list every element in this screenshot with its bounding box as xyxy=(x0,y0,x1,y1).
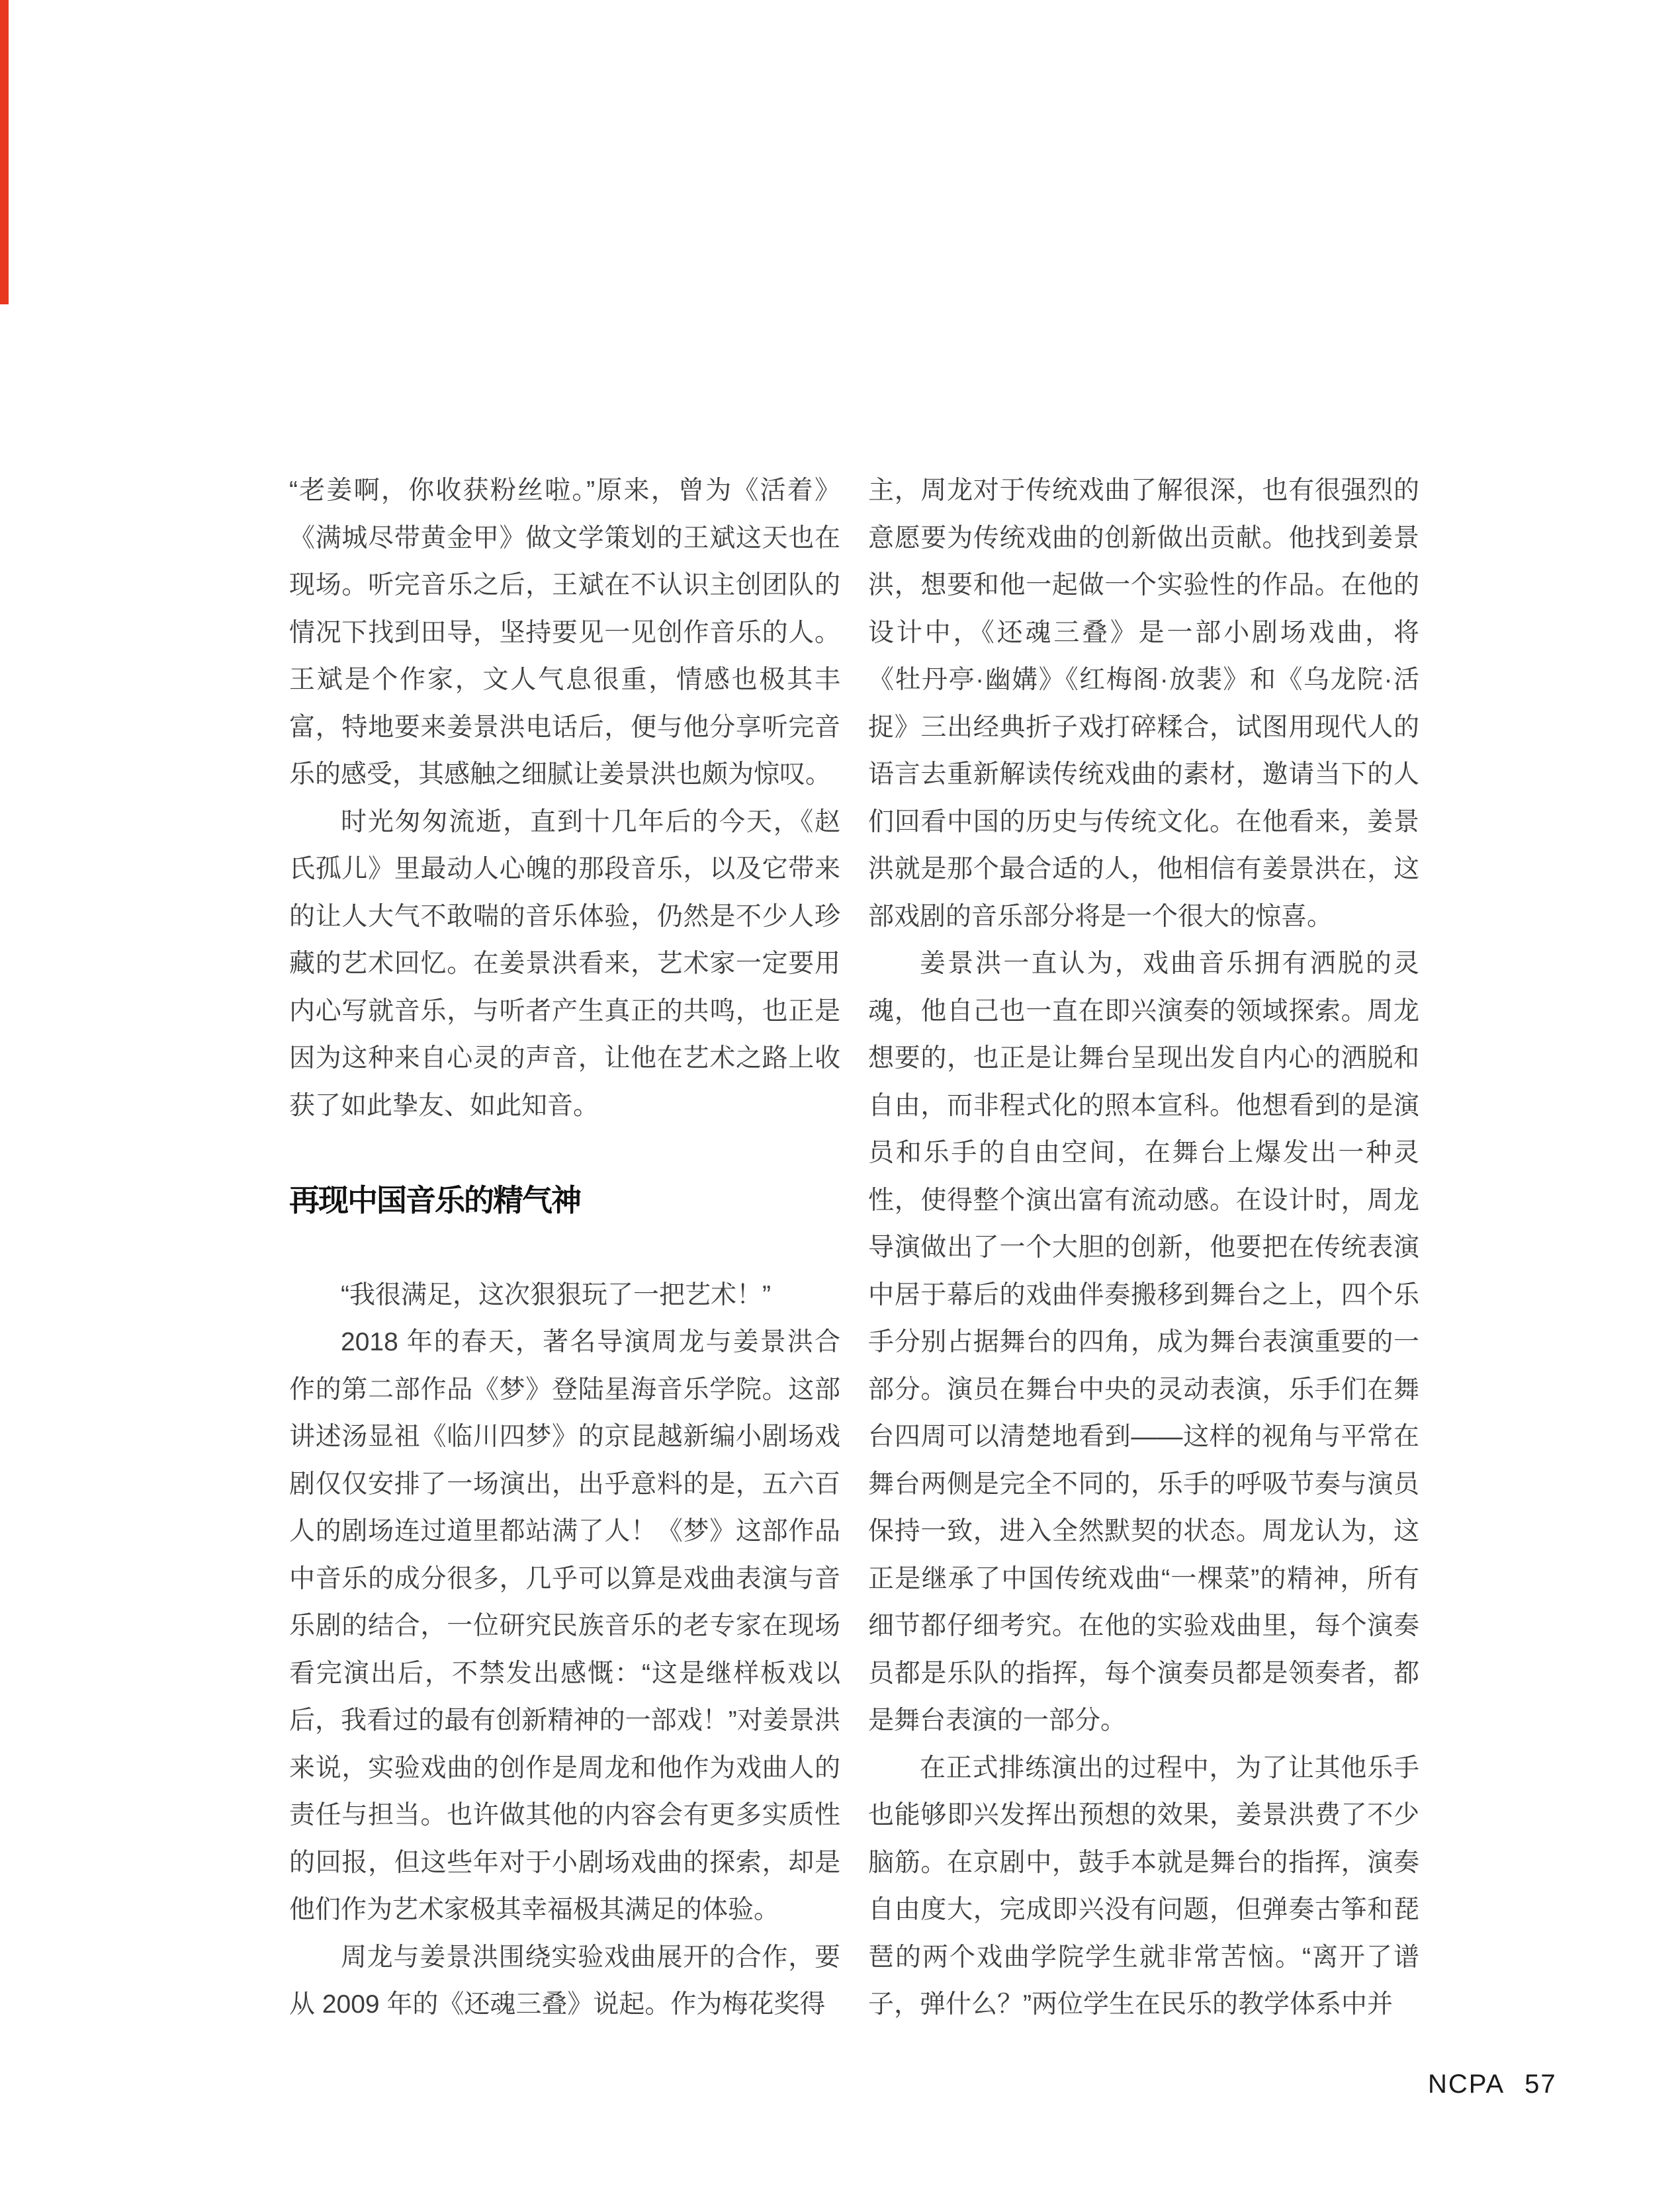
paragraph: 主，周龙对于传统戏曲了解很深，也有很强烈的意愿要为传统戏曲的创新做出贡献。他找到姜景洪，想要和他一起做一个实验性的作品。在他的设计中，《还魂三叠》是一部小剧场戏曲，将《牡丹亭·幽媾》《红梅阁·放裴》和《乌龙院·活捉》三出经典折子戏打碎糅合，试图用现代人的语言去重新解读传统戏曲的素材，邀请当下的人们回看中国的历史与传统文化。在他看来，姜景洪就是那个最合适的人，他相信有姜景洪在，这部戏剧的音乐部分将是一个很大的惊喜。 xyxy=(868,476,1419,931)
journal-brand: NCPA xyxy=(1428,2070,1505,2099)
paragraph: 周龙与姜景洪围绕实验戏曲展开的合作，要从 2009 年的《还魂三叠》说起。作为梅花奖得 xyxy=(289,1943,840,2019)
paragraph: 在正式排练演出的过程中，为了让其他乐手也能够即兴发挥出预想的效果，姜景洪费了不少脑筋。在京剧中，鼓手本就是舞台的指挥，演奏自由度大，完成即兴没有问题，但弹奏古筝和琵琶的两个戏曲学院学生就非常苦恼。“离开了谱子，弹什么？”两位学生在民乐的教学体系中并 xyxy=(868,1753,1419,2019)
paragraph: 时光匆匆流逝，直到十几年后的今天，《赵氏孤儿》里最动人心魄的那段音乐，以及它带来的让人大气不敢喘的音乐体验，仍然是不少人珍藏的艺术回忆。在姜景洪看来，艺术家一定要用内心写就音乐，与听者产生真正的共鸣，也正是因为这种来自心灵的声音，让他在艺术之路上收获了如此挚友、如此知音。 xyxy=(289,807,840,1120)
page-footer xyxy=(1428,2070,1557,2099)
article-right-column xyxy=(868,467,1419,2029)
page-number: 57 xyxy=(1525,2070,1557,2099)
paragraph: 2018 年的春天，著名导演周龙与姜景洪合作的第二部作品《梦》登陆星海音乐学院。这部讲述汤显祖《临川四梦》的京昆越新编小剧场戏剧仅仅安排了一场演出，出乎意料的是，五六百人的剧场连过道里都站满了人！《梦》这部作品中音乐的成分很多，几乎可以算是戏曲表演与音乐剧的结合，一位研究民族音乐的老专家在现场看完演出后，不禁发出感慨：“这是继样板戏以后，我看过的最有创新精神的一部戏！”对姜景洪来说，实验戏曲的创作是周龙和他作为戏曲人的责任与担当。也许做其他的内容会有更多实质性的回报，但这些年对于小剧场戏曲的探索，却是他们作为艺术家极其幸福极其满足的体验。 xyxy=(289,1328,840,1924)
paragraph: “老姜啊，你收获粉丝啦。”原来，曾为《活着》《满城尽带黄金甲》做文学策划的王斌这天也在现场。听完音乐之后，王斌在不认识主创团队的情况下找到田导，坚持要见一见创作音乐的人。王斌是个作家，文人气息很重，情感也极其丰富，特地要来姜景洪电话后，便与他分享听完音乐的感受，其感触之细腻让姜景洪也颇为惊叹。 xyxy=(289,476,840,789)
section-heading: 再现中国音乐的精气神 xyxy=(289,1182,580,1217)
pull-quote-paragraph: “我很满足，这次狠狠玩了一把艺术！” xyxy=(341,1280,771,1309)
red-edge-tab xyxy=(0,0,9,304)
article-left-column xyxy=(289,467,840,2029)
paragraph: 姜景洪一直认为，戏曲音乐拥有洒脱的灵魂，他自己也一直在即兴演奏的领域探索。周龙想要的，也正是让舞台呈现出发自内心的洒脱和自由，而非程式化的照本宣科。他想看到的是演员和乐手的自由空间，在舞台上爆发出一种灵性，使得整个演出富有流动感。在设计时，周龙导演做出了一个大胆的创新，他要把在传统表演中居于幕后的戏曲伴奏搬移到舞台之上，四个乐手分别占据舞台的四角，成为舞台表演重要的一部分。演员在舞台中央的灵动表演，乐手们在舞台四周可以清楚地看到——这样的视角与平常在舞台两侧是完全不同的，乐手的呼吸节奏与演员保持一致，进入全然默契的状态。周龙认为，这正是继承了中国传统戏曲“一棵菜”的精神，所有细节都仔细考究。在他的实验戏曲里，每个演奏员都是乐队的指挥，每个演奏员都是领奏者，都是舞台表演的一部分。 xyxy=(868,949,1419,1735)
